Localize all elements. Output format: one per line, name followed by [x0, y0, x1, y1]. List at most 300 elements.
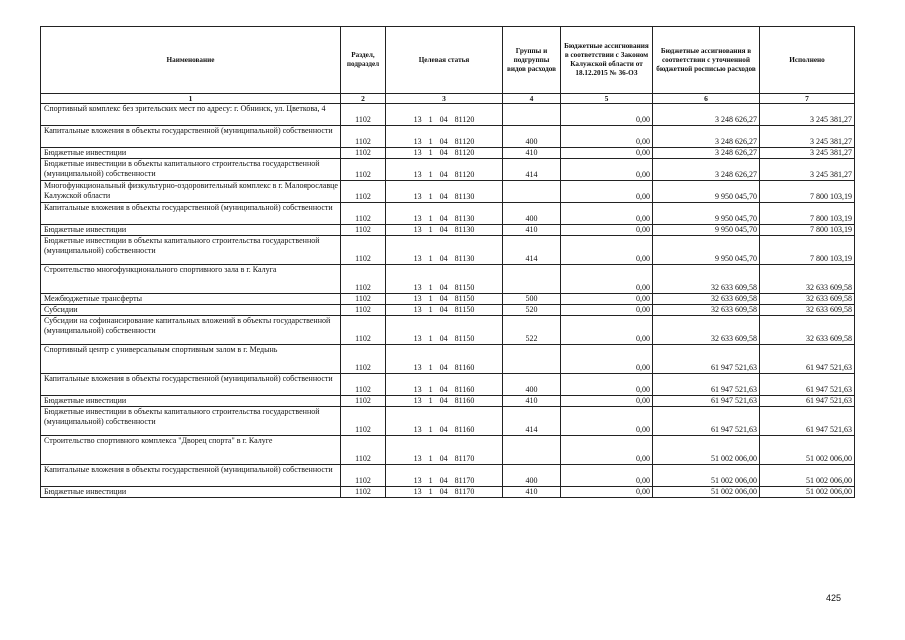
row-done-cell-text: 51 002 006,00 [806, 487, 852, 496]
row-refined-cell [653, 104, 760, 126]
column-number: 5 [561, 94, 653, 104]
table-row [41, 305, 855, 316]
row-law-cell [561, 265, 653, 294]
row-group-cell-text: 520 [525, 305, 538, 314]
table-body [41, 104, 855, 498]
row-done-cell [760, 104, 855, 126]
row-target-cell [386, 236, 503, 265]
row-target-cell [386, 225, 503, 236]
row-section-cell-text: 1102 [355, 283, 371, 292]
row-target-cell-text: 13 1 04 81160 [413, 363, 475, 372]
header-refined: Бюджетные ассигнования в соответствии с уточненной бюджетной росписью расходов [653, 27, 760, 94]
row-name-cell-text: Субсидии [44, 305, 78, 314]
row-law-cell [561, 225, 653, 236]
row-law-cell [561, 104, 653, 126]
row-target-cell-text: 13 1 04 81130 [413, 254, 475, 263]
row-law-cell-text: 0,00 [636, 454, 650, 463]
table-row [41, 159, 855, 181]
row-refined-cell [653, 236, 760, 265]
row-refined-cell-text: 9 950 045,70 [715, 214, 757, 223]
row-name-cell-text: Бюджетные инвестиции в объекты капитального строительства государственной (муниципальной) собственности [44, 159, 320, 178]
row-refined-cell-text: 3 248 626,27 [715, 137, 757, 146]
row-refined-cell-text: 51 002 006,00 [711, 487, 757, 496]
row-target-cell-text: 13 1 04 81130 [413, 214, 475, 223]
row-target-cell [386, 436, 503, 465]
row-section-cell-text: 1102 [355, 396, 371, 405]
row-done-cell-text: 3 245 381,27 [810, 137, 852, 146]
row-name-cell [41, 465, 341, 487]
header-row [41, 27, 855, 94]
table-row [41, 436, 855, 465]
row-section-cell [341, 236, 386, 265]
row-law-cell [561, 436, 653, 465]
row-law-cell-text: 0,00 [636, 192, 650, 201]
row-name-cell-text: Капитальные вложения в объекты государственной (муниципальной) собственности [44, 203, 333, 212]
row-law-cell-text: 0,00 [636, 425, 650, 434]
row-refined-cell [653, 487, 760, 498]
table-row [41, 181, 855, 203]
row-target-cell [386, 396, 503, 407]
row-section-cell [341, 265, 386, 294]
row-target-cell-text: 13 1 04 81150 [413, 294, 475, 303]
row-law-cell [561, 396, 653, 407]
row-done-cell [760, 305, 855, 316]
row-done-cell-text: 61 947 521,63 [806, 363, 852, 372]
row-section-cell-text: 1102 [355, 214, 371, 223]
row-target-cell-text: 13 1 04 81120 [413, 115, 475, 124]
row-target-cell [386, 487, 503, 498]
row-target-cell-text: 13 1 04 81150 [413, 334, 475, 343]
row-done-cell [760, 436, 855, 465]
row-section-cell [341, 203, 386, 225]
row-refined-cell-text: 61 947 521,63 [711, 385, 757, 394]
row-section-cell-text: 1102 [355, 170, 371, 179]
row-done-cell-text: 7 800 103,19 [810, 254, 852, 263]
row-refined-cell-text: 32 633 609,58 [711, 334, 757, 343]
row-name-cell-text: Бюджетные инвестиции [44, 148, 127, 157]
row-name-cell [41, 396, 341, 407]
row-law-cell [561, 374, 653, 396]
row-target-cell-text: 13 1 04 81160 [413, 396, 475, 405]
row-section-cell [341, 487, 386, 498]
row-done-cell [760, 294, 855, 305]
header-law: Бюджетные ассигнования в соответствии с Законом Калужской области от 18.12.2015 № 36-ОЗ [561, 27, 653, 94]
row-group-cell [503, 159, 561, 181]
row-target-cell-text: 13 1 04 81170 [413, 487, 475, 496]
row-refined-cell [653, 203, 760, 225]
row-target-cell-text: 13 1 04 81150 [413, 283, 475, 292]
row-law-cell [561, 159, 653, 181]
table-row [41, 345, 855, 374]
row-refined-cell-text: 32 633 609,58 [711, 283, 757, 292]
row-law-cell [561, 203, 653, 225]
row-section-cell-text: 1102 [355, 476, 371, 485]
row-law-cell-text: 0,00 [636, 334, 650, 343]
row-target-cell-text: 13 1 04 81160 [413, 385, 475, 394]
row-group-cell [503, 265, 561, 294]
row-group-cell [503, 396, 561, 407]
budget-table-sheet [40, 26, 854, 498]
table-row [41, 265, 855, 294]
table-row [41, 487, 855, 498]
row-name-cell-text: Строительство спортивного комплекса "Дворец спорта" в г. Калуге [44, 436, 273, 445]
row-refined-cell-text: 61 947 521,63 [711, 363, 757, 372]
row-group-cell-text: 414 [525, 170, 538, 179]
row-refined-cell [653, 436, 760, 465]
table-row [41, 316, 855, 345]
row-target-cell-text: 13 1 04 81130 [413, 225, 475, 234]
row-refined-cell [653, 345, 760, 374]
row-group-cell [503, 407, 561, 436]
row-law-cell [561, 236, 653, 265]
row-group-cell-text: 400 [525, 385, 538, 394]
row-done-cell [760, 148, 855, 159]
row-group-cell [503, 436, 561, 465]
row-name-cell [41, 305, 341, 316]
row-law-cell [561, 316, 653, 345]
row-section-cell-text: 1102 [355, 363, 371, 372]
row-group-cell-text: 410 [525, 148, 538, 157]
row-target-cell-text: 13 1 04 81170 [413, 476, 475, 485]
row-target-cell [386, 181, 503, 203]
row-section-cell [341, 396, 386, 407]
row-target-cell [386, 126, 503, 148]
row-group-cell-text: 522 [525, 334, 538, 343]
row-law-cell-text: 0,00 [636, 115, 650, 124]
row-target-cell [386, 345, 503, 374]
row-name-cell-text: Бюджетные инвестиции [44, 225, 127, 234]
row-group-cell-text: 400 [525, 214, 538, 223]
table-row [41, 374, 855, 396]
row-section-cell [341, 305, 386, 316]
row-done-cell-text: 7 800 103,19 [810, 225, 852, 234]
column-number: 6 [653, 94, 760, 104]
row-name-cell [41, 126, 341, 148]
row-done-cell-text: 32 633 609,58 [806, 334, 852, 343]
row-name-cell [41, 225, 341, 236]
row-target-cell [386, 265, 503, 294]
row-refined-cell-text: 61 947 521,63 [711, 396, 757, 405]
row-target-cell [386, 159, 503, 181]
row-section-cell [341, 181, 386, 203]
table-row [41, 396, 855, 407]
row-done-cell-text: 7 800 103,19 [810, 214, 852, 223]
row-done-cell [760, 316, 855, 345]
row-done-cell [760, 236, 855, 265]
row-done-cell-text: 51 002 006,00 [806, 454, 852, 463]
row-refined-cell [653, 374, 760, 396]
row-group-cell [503, 203, 561, 225]
row-law-cell-text: 0,00 [636, 170, 650, 179]
row-law-cell-text: 0,00 [636, 137, 650, 146]
row-law-cell-text: 0,00 [636, 476, 650, 485]
row-group-cell-text: 400 [525, 476, 538, 485]
row-refined-cell [653, 181, 760, 203]
column-number: 1 [41, 94, 341, 104]
column-number: 7 [760, 94, 855, 104]
row-group-cell [503, 181, 561, 203]
row-law-cell-text: 0,00 [636, 225, 650, 234]
row-target-cell [386, 407, 503, 436]
row-section-cell-text: 1102 [355, 334, 371, 343]
row-group-cell [503, 316, 561, 345]
row-refined-cell [653, 316, 760, 345]
row-done-cell [760, 465, 855, 487]
row-name-cell [41, 104, 341, 126]
row-name-cell [41, 374, 341, 396]
row-law-cell [561, 148, 653, 159]
row-name-cell-text: Спортивный центр с универсальным спортивным залом в г. Медынь [44, 345, 278, 354]
row-section-cell-text: 1102 [355, 148, 371, 157]
row-refined-cell-text: 32 633 609,58 [711, 305, 757, 314]
row-section-cell-text: 1102 [355, 225, 371, 234]
row-section-cell-text: 1102 [355, 454, 371, 463]
row-group-cell [503, 148, 561, 159]
row-name-cell-text: Субсидии на софинансирование капитальных вложений в объекты государственной (муниципальной) собственности [44, 316, 331, 335]
row-refined-cell-text: 51 002 006,00 [711, 454, 757, 463]
row-section-cell [341, 294, 386, 305]
row-refined-cell-text: 51 002 006,00 [711, 476, 757, 485]
row-name-cell-text: Капитальные вложения в объекты государственной (муниципальной) собственности [44, 126, 333, 135]
row-target-cell [386, 374, 503, 396]
row-section-cell [341, 126, 386, 148]
row-name-cell-text: Спортивный комплекс без зрительских мест по адресу: г. Обнинск, ул. Цветкова, 4 [44, 104, 326, 113]
column-number: 4 [503, 94, 561, 104]
row-group-cell [503, 305, 561, 316]
row-refined-cell [653, 148, 760, 159]
row-name-cell-text: Многофункциональный физкультурно-оздоровительный комплекс в г. Малоярославце Калужской области [44, 181, 338, 200]
row-name-cell-text: Бюджетные инвестиции [44, 487, 127, 496]
row-group-cell-text: 410 [525, 225, 538, 234]
row-target-cell [386, 148, 503, 159]
row-refined-cell-text: 3 248 626,27 [715, 115, 757, 124]
row-done-cell-text: 32 633 609,58 [806, 294, 852, 303]
row-section-cell-text: 1102 [355, 305, 371, 314]
row-done-cell [760, 345, 855, 374]
row-law-cell-text: 0,00 [636, 396, 650, 405]
table-row [41, 148, 855, 159]
row-name-cell-text: Капитальные вложения в объекты государственной (муниципальной) собственности [44, 374, 333, 383]
row-target-cell [386, 294, 503, 305]
row-name-cell [41, 436, 341, 465]
row-refined-cell [653, 305, 760, 316]
row-group-cell [503, 236, 561, 265]
header-section: Раздел, подраздел [341, 27, 386, 94]
row-name-cell-text: Капитальные вложения в объекты государственной (муниципальной) собственности [44, 465, 333, 474]
row-name-cell [41, 181, 341, 203]
row-done-cell-text: 32 633 609,58 [806, 305, 852, 314]
row-done-cell-text: 3 245 381,27 [810, 115, 852, 124]
row-section-cell-text: 1102 [355, 425, 371, 434]
row-done-cell-text: 61 947 521,63 [806, 425, 852, 434]
row-name-cell [41, 345, 341, 374]
row-law-cell [561, 126, 653, 148]
header-groups: Группы и подгруппы видов расходов [503, 27, 561, 94]
table-row [41, 104, 855, 126]
header-done: Исполнено [760, 27, 855, 94]
row-done-cell [760, 181, 855, 203]
table-row [41, 203, 855, 225]
row-refined-cell-text: 9 950 045,70 [715, 225, 757, 234]
row-law-cell [561, 407, 653, 436]
row-done-cell-text: 51 002 006,00 [806, 476, 852, 485]
row-refined-cell [653, 225, 760, 236]
row-group-cell-text: 500 [525, 294, 538, 303]
row-target-cell-text: 13 1 04 81150 [413, 305, 475, 314]
row-section-cell-text: 1102 [355, 137, 371, 146]
row-section-cell-text: 1102 [355, 254, 371, 263]
row-name-cell-text: Бюджетные инвестиции в объекты капитального строительства государственной (муниципальной) собственности [44, 236, 320, 255]
row-law-cell [561, 465, 653, 487]
row-done-cell [760, 265, 855, 294]
row-refined-cell [653, 159, 760, 181]
row-group-cell-text: 400 [525, 137, 538, 146]
row-refined-cell-text: 32 633 609,58 [711, 294, 757, 303]
row-name-cell [41, 487, 341, 498]
row-law-cell-text: 0,00 [636, 283, 650, 292]
row-law-cell [561, 305, 653, 316]
table-row [41, 294, 855, 305]
row-target-cell-text: 13 1 04 81120 [413, 170, 475, 179]
header-name: Наименование [41, 27, 341, 94]
row-law-cell [561, 294, 653, 305]
row-law-cell-text: 0,00 [636, 148, 650, 157]
row-done-cell [760, 407, 855, 436]
row-done-cell [760, 374, 855, 396]
row-law-cell [561, 181, 653, 203]
row-done-cell-text: 61 947 521,63 [806, 396, 852, 405]
row-group-cell [503, 225, 561, 236]
table-row [41, 126, 855, 148]
row-target-cell-text: 13 1 04 81130 [413, 192, 475, 201]
row-target-cell-text: 13 1 04 81120 [413, 148, 475, 157]
row-group-cell-text: 414 [525, 254, 538, 263]
row-section-cell [341, 374, 386, 396]
table-row [41, 407, 855, 436]
row-done-cell-text: 61 947 521,63 [806, 385, 852, 394]
row-name-cell [41, 265, 341, 294]
row-done-cell-text: 3 245 381,27 [810, 148, 852, 157]
row-section-cell [341, 316, 386, 345]
budget-table [40, 26, 855, 498]
row-name-cell [41, 236, 341, 265]
row-target-cell-text: 13 1 04 81170 [413, 454, 475, 463]
table-row [41, 236, 855, 265]
row-refined-cell [653, 126, 760, 148]
table-row [41, 465, 855, 487]
row-refined-cell-text: 61 947 521,63 [711, 425, 757, 434]
row-refined-cell [653, 265, 760, 294]
row-law-cell-text: 0,00 [636, 487, 650, 496]
row-group-cell-text: 410 [525, 396, 538, 405]
row-section-cell [341, 436, 386, 465]
row-name-cell [41, 148, 341, 159]
row-group-cell [503, 487, 561, 498]
row-done-cell [760, 396, 855, 407]
row-refined-cell [653, 465, 760, 487]
row-refined-cell [653, 294, 760, 305]
row-section-cell-text: 1102 [355, 487, 371, 496]
row-target-cell [386, 104, 503, 126]
column-number: 2 [341, 94, 386, 104]
column-number-row [41, 94, 855, 104]
row-group-cell-text: 414 [525, 425, 538, 434]
page-number: 425 [826, 593, 842, 603]
row-name-cell [41, 316, 341, 345]
row-done-cell [760, 126, 855, 148]
row-name-cell-text: Межбюджетные трансферты [44, 294, 142, 303]
row-name-cell [41, 203, 341, 225]
row-target-cell [386, 203, 503, 225]
row-done-cell-text: 7 800 103,19 [810, 192, 852, 201]
row-target-cell-text: 13 1 04 81160 [413, 425, 475, 434]
row-group-cell-text: 410 [525, 487, 538, 496]
row-section-cell-text: 1102 [355, 294, 371, 303]
row-group-cell [503, 465, 561, 487]
column-number: 3 [386, 94, 503, 104]
row-section-cell [341, 148, 386, 159]
row-law-cell-text: 0,00 [636, 294, 650, 303]
row-name-cell-text: Бюджетные инвестиции [44, 396, 127, 405]
row-refined-cell [653, 396, 760, 407]
row-section-cell [341, 465, 386, 487]
row-section-cell-text: 1102 [355, 192, 371, 201]
row-law-cell-text: 0,00 [636, 305, 650, 314]
row-group-cell [503, 126, 561, 148]
row-refined-cell-text: 3 248 626,27 [715, 148, 757, 157]
row-target-cell-text: 13 1 04 81120 [413, 137, 475, 146]
row-group-cell [503, 374, 561, 396]
row-done-cell-text: 3 245 381,27 [810, 170, 852, 179]
row-law-cell [561, 345, 653, 374]
row-name-cell [41, 159, 341, 181]
row-done-cell [760, 159, 855, 181]
row-group-cell [503, 104, 561, 126]
header-target: Целевая статья [386, 27, 503, 94]
row-refined-cell-text: 3 248 626,27 [715, 170, 757, 179]
row-group-cell [503, 345, 561, 374]
row-done-cell [760, 203, 855, 225]
table-row [41, 225, 855, 236]
row-done-cell [760, 225, 855, 236]
row-done-cell [760, 487, 855, 498]
row-done-cell-text: 32 633 609,58 [806, 283, 852, 292]
row-section-cell [341, 225, 386, 236]
row-target-cell [386, 465, 503, 487]
row-refined-cell-text: 9 950 045,70 [715, 254, 757, 263]
row-law-cell-text: 0,00 [636, 214, 650, 223]
row-name-cell [41, 407, 341, 436]
row-name-cell-text: Строительство многофункционального спортивного зала в г. Калуга [44, 265, 277, 274]
row-section-cell-text: 1102 [355, 385, 371, 394]
row-section-cell [341, 345, 386, 374]
row-name-cell-text: Бюджетные инвестиции в объекты капитального строительства государственной (муниципальной) собственности [44, 407, 320, 426]
row-law-cell-text: 0,00 [636, 385, 650, 394]
row-section-cell [341, 104, 386, 126]
row-law-cell-text: 0,00 [636, 363, 650, 372]
row-law-cell [561, 487, 653, 498]
row-refined-cell-text: 9 950 045,70 [715, 192, 757, 201]
row-target-cell [386, 316, 503, 345]
row-law-cell-text: 0,00 [636, 254, 650, 263]
row-group-cell [503, 294, 561, 305]
row-section-cell-text: 1102 [355, 115, 371, 124]
row-section-cell [341, 407, 386, 436]
row-section-cell [341, 159, 386, 181]
row-name-cell [41, 294, 341, 305]
row-target-cell [386, 305, 503, 316]
row-refined-cell [653, 407, 760, 436]
